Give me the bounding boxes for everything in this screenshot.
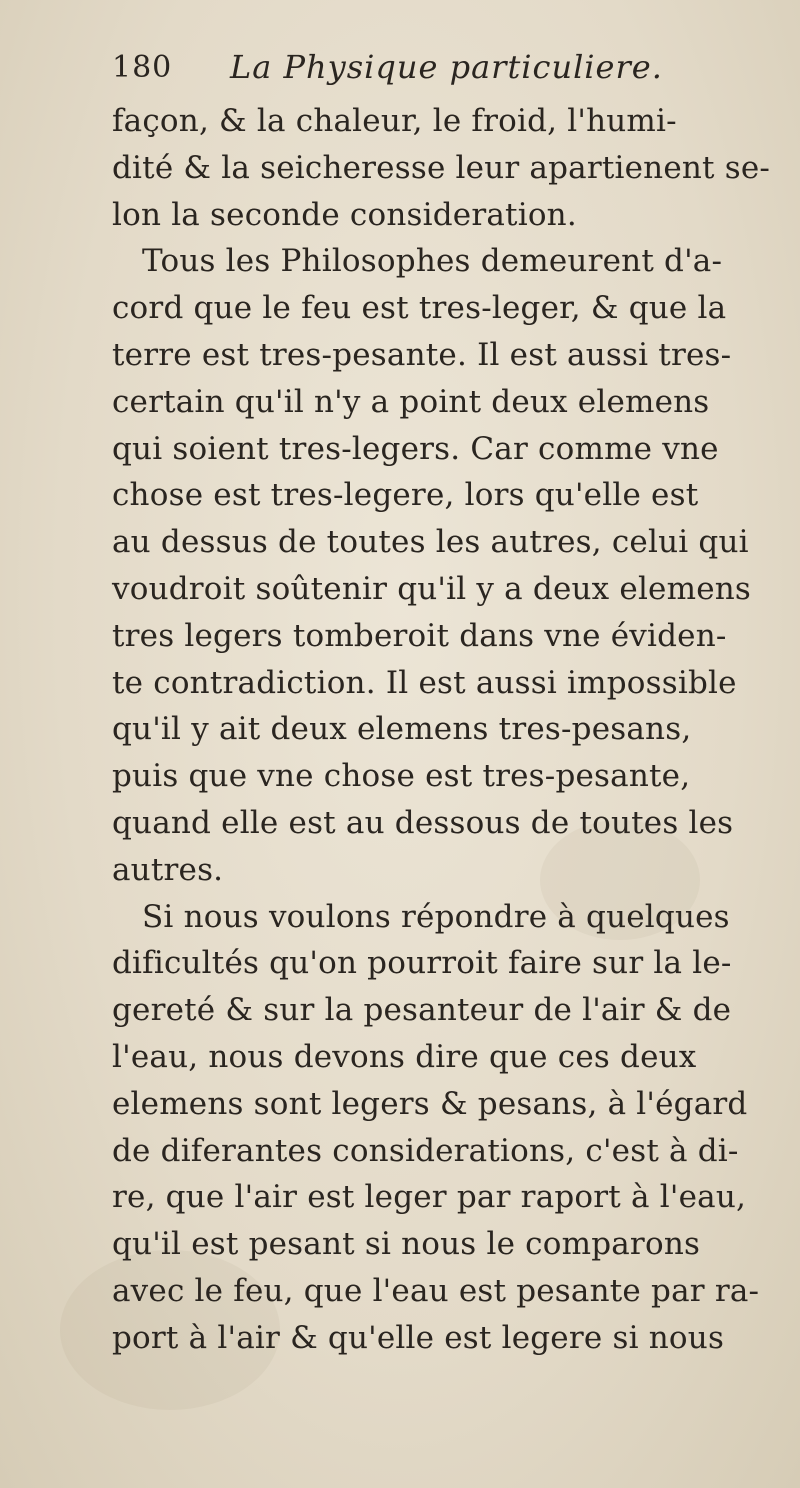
text-line: au dessus de toutes les autres, celui qui — [112, 524, 749, 561]
text-line: l'eau, nous devons dire que ces deux — [112, 1038, 697, 1075]
text-line: terre est tres-pesante. Il est aussi tres- — [112, 336, 732, 373]
text-line: qui soient tres-legers. Car comme vne — [112, 430, 719, 467]
text-line: elemens sont legers & pesans, à l'égard — [112, 1085, 748, 1122]
text-line: gereté & sur la pesanteur de l'air & de — [112, 992, 732, 1029]
body-text — [112, 98, 792, 1362]
page-number: 180 — [112, 50, 173, 85]
running-title: La Physique particuliere. — [230, 48, 663, 86]
text-line: avec le feu, que l'eau est pesante par ra- — [112, 1272, 760, 1309]
text-line: voudroit soûtenir qu'il y a deux elemens — [112, 570, 752, 607]
paragraph-start-line: Si nous voulons répondre à quelques — [142, 898, 730, 935]
text-line: autres. — [112, 851, 224, 888]
paragraph-start-line: Tous les Philosophes demeurent d'a- — [142, 243, 723, 280]
text-line: de diferantes considerations, c'est à di- — [112, 1132, 739, 1169]
text-line: qu'il y ait deux elemens tres-pesans, — [112, 711, 692, 748]
text-line: re, que l'air est leger par raport à l'eau, — [112, 1179, 747, 1216]
text-line: façon, & la chaleur, le froid, l'humi- — [112, 103, 677, 139]
text-line: lon la seconde consideration. — [112, 196, 577, 233]
text-line: quand elle est au dessous de toutes les — [112, 804, 734, 841]
text-line: chose est tres-legere, lors qu'elle est — [112, 477, 699, 514]
text-line: qu'il est pesant si nous le comparons — [112, 1226, 701, 1263]
text-line: puis que vne chose est tres-pesante, — [112, 758, 691, 795]
text-line: port à l'air & qu'elle est legere si nous — [112, 1319, 725, 1356]
text-line: te contradiction. Il est aussi impossible — [112, 664, 737, 701]
text-line: tres legers tomberoit dans vne éviden- — [112, 617, 727, 654]
text-line: certain qu'il n'y a point deux elemens — [112, 383, 710, 420]
text-line: dificultés qu'on pourroit faire sur la le- — [112, 945, 732, 982]
page-header — [112, 44, 732, 94]
text-line: dité & la seicheresse leur apartienent se- — [112, 149, 771, 186]
text-line: cord que le feu est tres-leger, & que la — [112, 290, 727, 327]
